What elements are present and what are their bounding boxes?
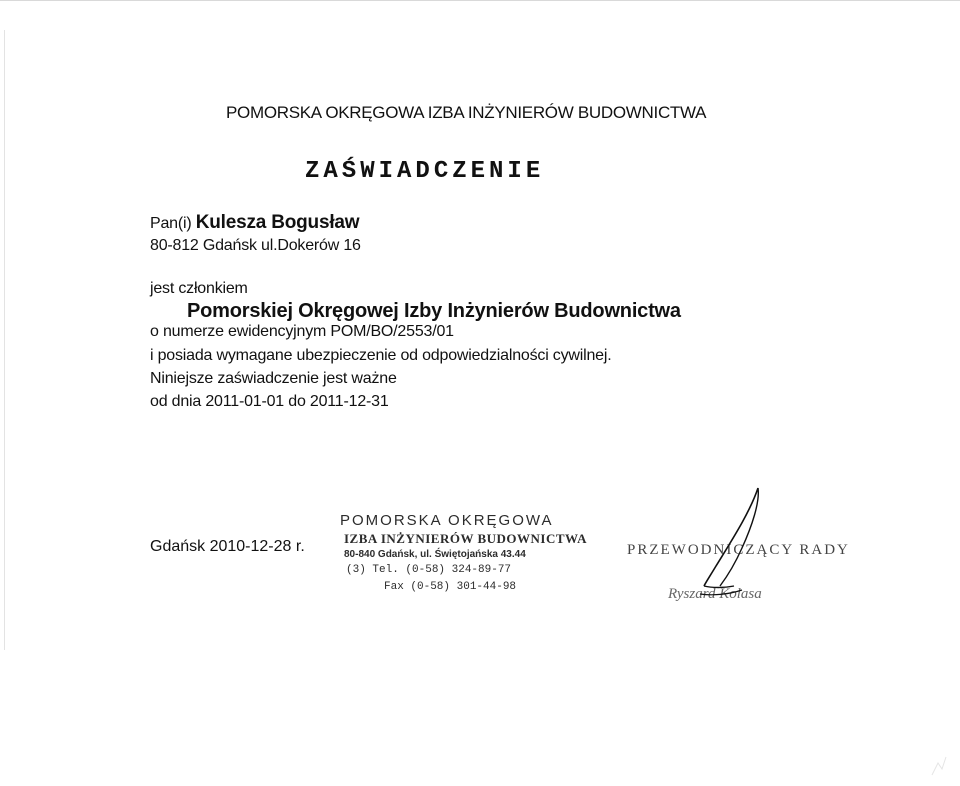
stamp-line-2: IZBA INŻYNIERÓW BUDOWNICTWA [344,531,587,546]
place-date: Gdańsk 2010-12-28 r. [150,538,305,555]
organization-header: POMORSKA OKRĘGOWA IZBA INŻYNIERÓW BUDOWNICTWA [226,103,707,122]
recipient-name: Kulesza Bogusław [195,212,360,233]
registration-number: o numerze ewidencyjnym POM/BO/2553/01 [150,323,454,340]
scan-edge-left [4,30,5,650]
validity-period: od dnia 2011-01-01 do 2011-12-31 [150,393,389,410]
chairman-name: Ryszard Kolasa [668,586,762,602]
recipient-line [150,212,359,234]
validity-statement: Niniejsze zaświadczenie jest ważne [150,370,397,387]
stamp-line-1: POMORSKA OKRĘGOWA [340,512,554,529]
member-intro: jest członkiem [150,280,248,297]
chairman-title: PRZEWODNICZĄCY RADY [627,542,850,558]
stamp-line-5: Fax (0-58) 301-44-98 [384,581,517,593]
stamp-line-3: 80-840 Gdańsk, ul. Świętojańska 43.44 [344,549,526,560]
recipient-prefix: Pan(i) [150,215,196,232]
organization-stamp [340,512,590,607]
document-title: ZAŚWIADCZENIE [305,158,545,185]
scan-speck-icon [930,755,948,777]
scan-edge-top [0,0,960,1]
signature-icon [690,482,780,602]
stamp-line-4: (3) Tel. (0-58) 324-89-77 [346,564,512,576]
chamber-name: Pomorskiej Okręgowej Izby Inżynierów Budownictwa [187,300,681,322]
insurance-statement: i posiada wymagane ubezpieczenie od odpowiedzialności cywilnej. [150,347,612,364]
recipient-address: 80-812 Gdańsk ul.Dokerów 16 [150,237,361,254]
